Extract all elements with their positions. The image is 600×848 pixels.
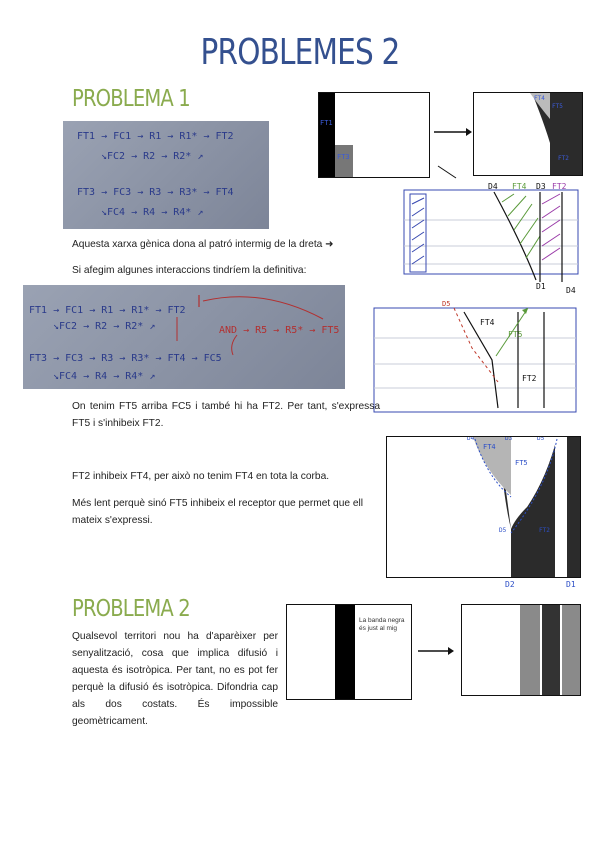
board2-line-4: ↘FC4 → R4 → R4* ↗ <box>53 371 156 382</box>
band-note: La banda negra és just al mig <box>359 617 405 632</box>
label-d4-bottom: D4 <box>566 286 576 295</box>
board2-line-1: FT1 → FC1 → R1 → R1* → FT2 <box>29 305 186 316</box>
label-d5-mid: D5 <box>499 527 507 534</box>
definitive-pattern-box <box>386 436 581 578</box>
label-d2: D2 <box>505 580 515 589</box>
problema2-text: Qualsevol territori nou ha d'aparèixer per senyalització, cosa que implica difusió i aquesta és isotròpica. Per tant, no es pot fer perquè la difusió és isotròpica. Difondria cap als dos costats. És impossible geomètricament. <box>72 631 278 727</box>
label-ft5-big: FT5 <box>515 459 528 467</box>
label-d5-big: D5 <box>537 436 545 442</box>
label-ft3: FT3 <box>337 153 350 161</box>
sketch-intermediate <box>402 184 580 294</box>
board1-line-1: FT1 → FC1 → R1 → R1* → FT2 <box>77 131 234 142</box>
label-d4-big: D4 <box>467 436 475 442</box>
label-ft4-small: FT4 <box>534 95 545 102</box>
intermediate-pattern-box <box>473 92 583 176</box>
label-d3: D3 <box>536 182 546 191</box>
sketch-definitive <box>372 298 580 416</box>
page-title: PROBLEMES 2 <box>200 32 400 73</box>
arrow-right-icon <box>430 124 470 184</box>
label-d3-big: D3 <box>505 436 513 442</box>
band-box-final <box>461 604 581 696</box>
text-ft2: FT2 inhibeix FT4, per això no tenim FT4 en tota la corba. <box>72 471 330 482</box>
label-d1-big: D1 <box>566 580 576 589</box>
whiteboard-photo-1 <box>63 121 269 229</box>
problema1-heading: PROBLEMA 1 <box>72 86 190 112</box>
label-ft5-def: FT5 <box>508 330 523 339</box>
label-d4: D4 <box>488 182 498 191</box>
label-ft5-small: FT5 <box>552 103 563 110</box>
label-d1: D1 <box>536 282 546 291</box>
whiteboard-photo-2 <box>23 285 345 389</box>
label-ft2-small: FT2 <box>558 155 569 162</box>
label-ft2-sketch: FT2 <box>552 182 567 191</box>
label-ft4-big: FT4 <box>483 443 496 451</box>
text-afegim: Si afegim algunes interaccions tindríem la definitiva: <box>72 265 307 276</box>
label-ft2-big: FT2 <box>539 527 550 534</box>
label-ft4-sketch: FT4 <box>512 182 527 191</box>
text-ft5: On tenim FT5 arriba FC5 i també hi ha FT2. Per tant, s'expressa FT5 i s'inhibeix FT2. <box>72 401 380 429</box>
board1-line-4: ↘FC4 → R4 → R4* ↗ <box>101 207 204 218</box>
label-ft4-def: FT4 <box>480 318 495 327</box>
band-box-initial <box>286 604 412 700</box>
label-d5: D5 <box>442 300 451 308</box>
text-lent: Més lent perquè sinó FT5 inhibeix el receptor que permet que ell mateix s'expressi. <box>72 498 364 526</box>
board2-line-2: ↘FC2 → R2 → R2* ↗ <box>53 321 156 332</box>
text-intermig: Aquesta xarxa gènica dona al patró intermig de la dreta ➜ <box>72 239 334 250</box>
board2-line-3: FT3 → FC3 → R3 → R3* → FT4 → FC5 <box>29 353 222 364</box>
board1-line-3: FT3 → FC3 → R3 → R3* → FT4 <box>77 187 234 198</box>
initial-pattern-box <box>318 92 430 178</box>
board1-line-2: ↘FC2 → R2 → R2* ↗ <box>101 151 204 162</box>
board2-red-and: AND → R5 → R5* → FT5 <box>219 325 340 336</box>
arrow-right-icon-2 <box>416 644 456 658</box>
label-ft1: FT1 <box>320 119 333 127</box>
problema2-heading: PROBLEMA 2 <box>72 596 190 622</box>
label-ft2-def: FT2 <box>522 374 537 383</box>
